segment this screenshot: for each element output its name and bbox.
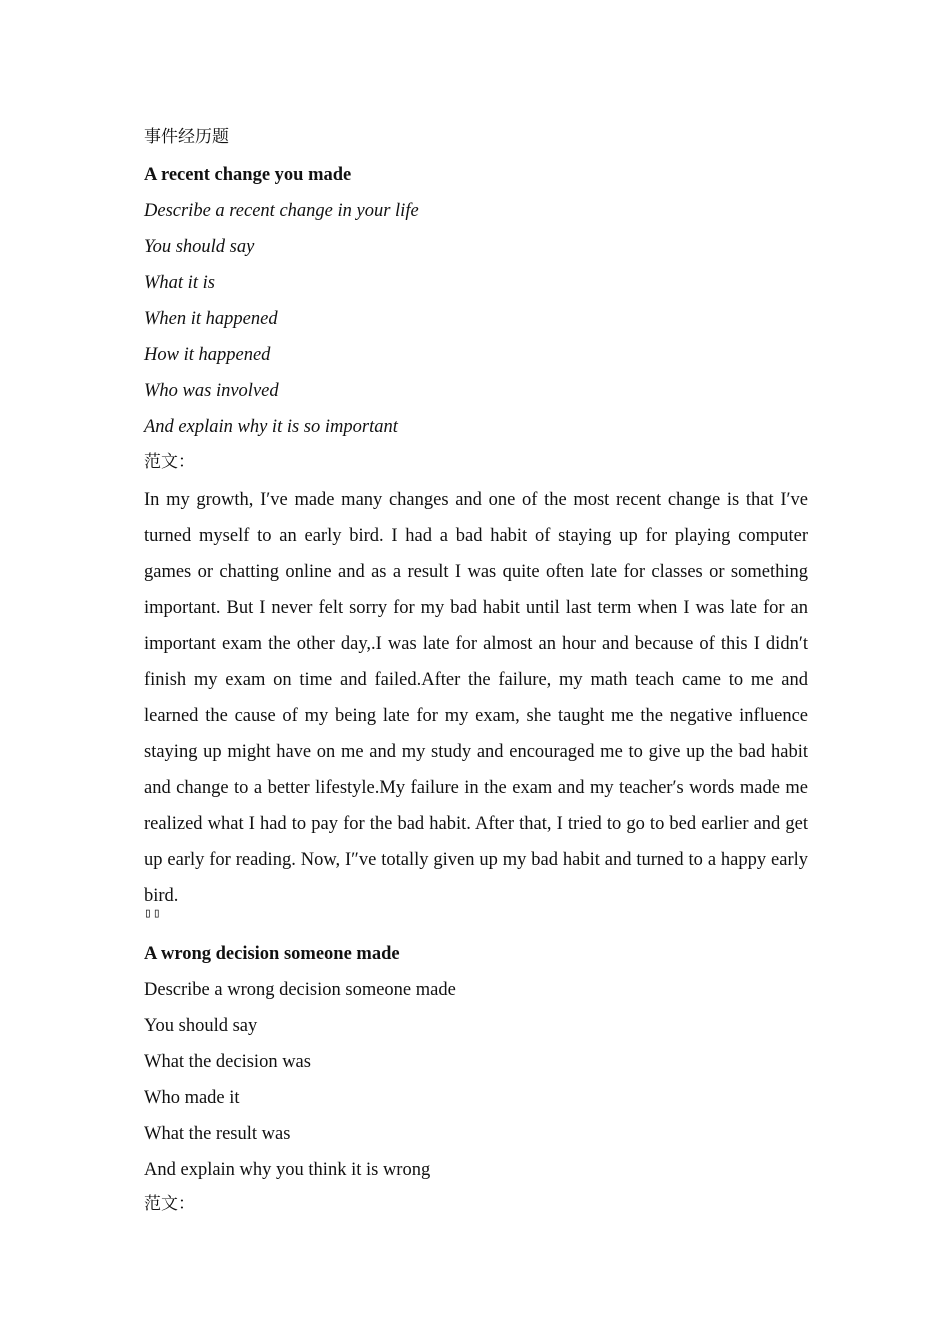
missing-glyph-marks: ▯▯ — [144, 906, 162, 921]
topic2-prompt-line: What the result was — [144, 1124, 291, 1144]
topic2-prompt-line: Who made it — [144, 1088, 240, 1108]
topic1-prompt-line: Describe a recent change in your life — [144, 201, 419, 221]
topic1-prompt-line: What it is — [144, 273, 215, 293]
topic1-prompt-line: How it happened — [144, 345, 271, 365]
topic2-prompt-line: What the decision was — [144, 1052, 311, 1072]
topic2-title: A wrong decision someone made — [144, 944, 400, 964]
topic2-prompt-line: Describe a wrong decision someone made — [144, 980, 456, 1000]
topic1-prompt-line: Who was involved — [144, 381, 279, 401]
topic1-title: A recent change you made — [144, 165, 352, 185]
topic1-prompt-line: When it happened — [144, 309, 278, 329]
category-heading: 事件经历题 — [144, 127, 229, 147]
topic2-prompt-line: And explain why you think it is wrong — [144, 1160, 431, 1180]
topic1-prompt-line: You should say — [144, 237, 255, 257]
topic2-sample-label: 范文： — [144, 1194, 195, 1214]
topic1-sample-paragraph: In my growth, I′ve made many changes and one of the most recent change is that I′ve turned myself to an early bird. I had a bad habit of staying up for playing computer games or chatting online and as a result I was quite often late for classes or something important. But I never felt sorry for my bad habit until last term when I was late for an important exam the other day,.I was late for almost an hour and because of this I didn′t finish my exam on time and failed.After the failure, my math teach came to me and learned the cause of my being late for my exam, she taught me the negative influence staying up might have on me and my study and encouraged me to give up the bad habit and change to a better lifestyle.My failure in the exam and my teacher′s words made me realized what I had to pay for the bad habit. After that, I tried to go to bed earlier and get up early for reading. Now, I″ve totally given up my bad habit and turned to a happy early bird. — [144, 490, 808, 906]
topic2-prompt-line: You should say — [144, 1016, 258, 1036]
topic1-prompt-line: And explain why it is so important — [144, 417, 398, 437]
topic1-sample-label: 范文： — [144, 452, 195, 472]
